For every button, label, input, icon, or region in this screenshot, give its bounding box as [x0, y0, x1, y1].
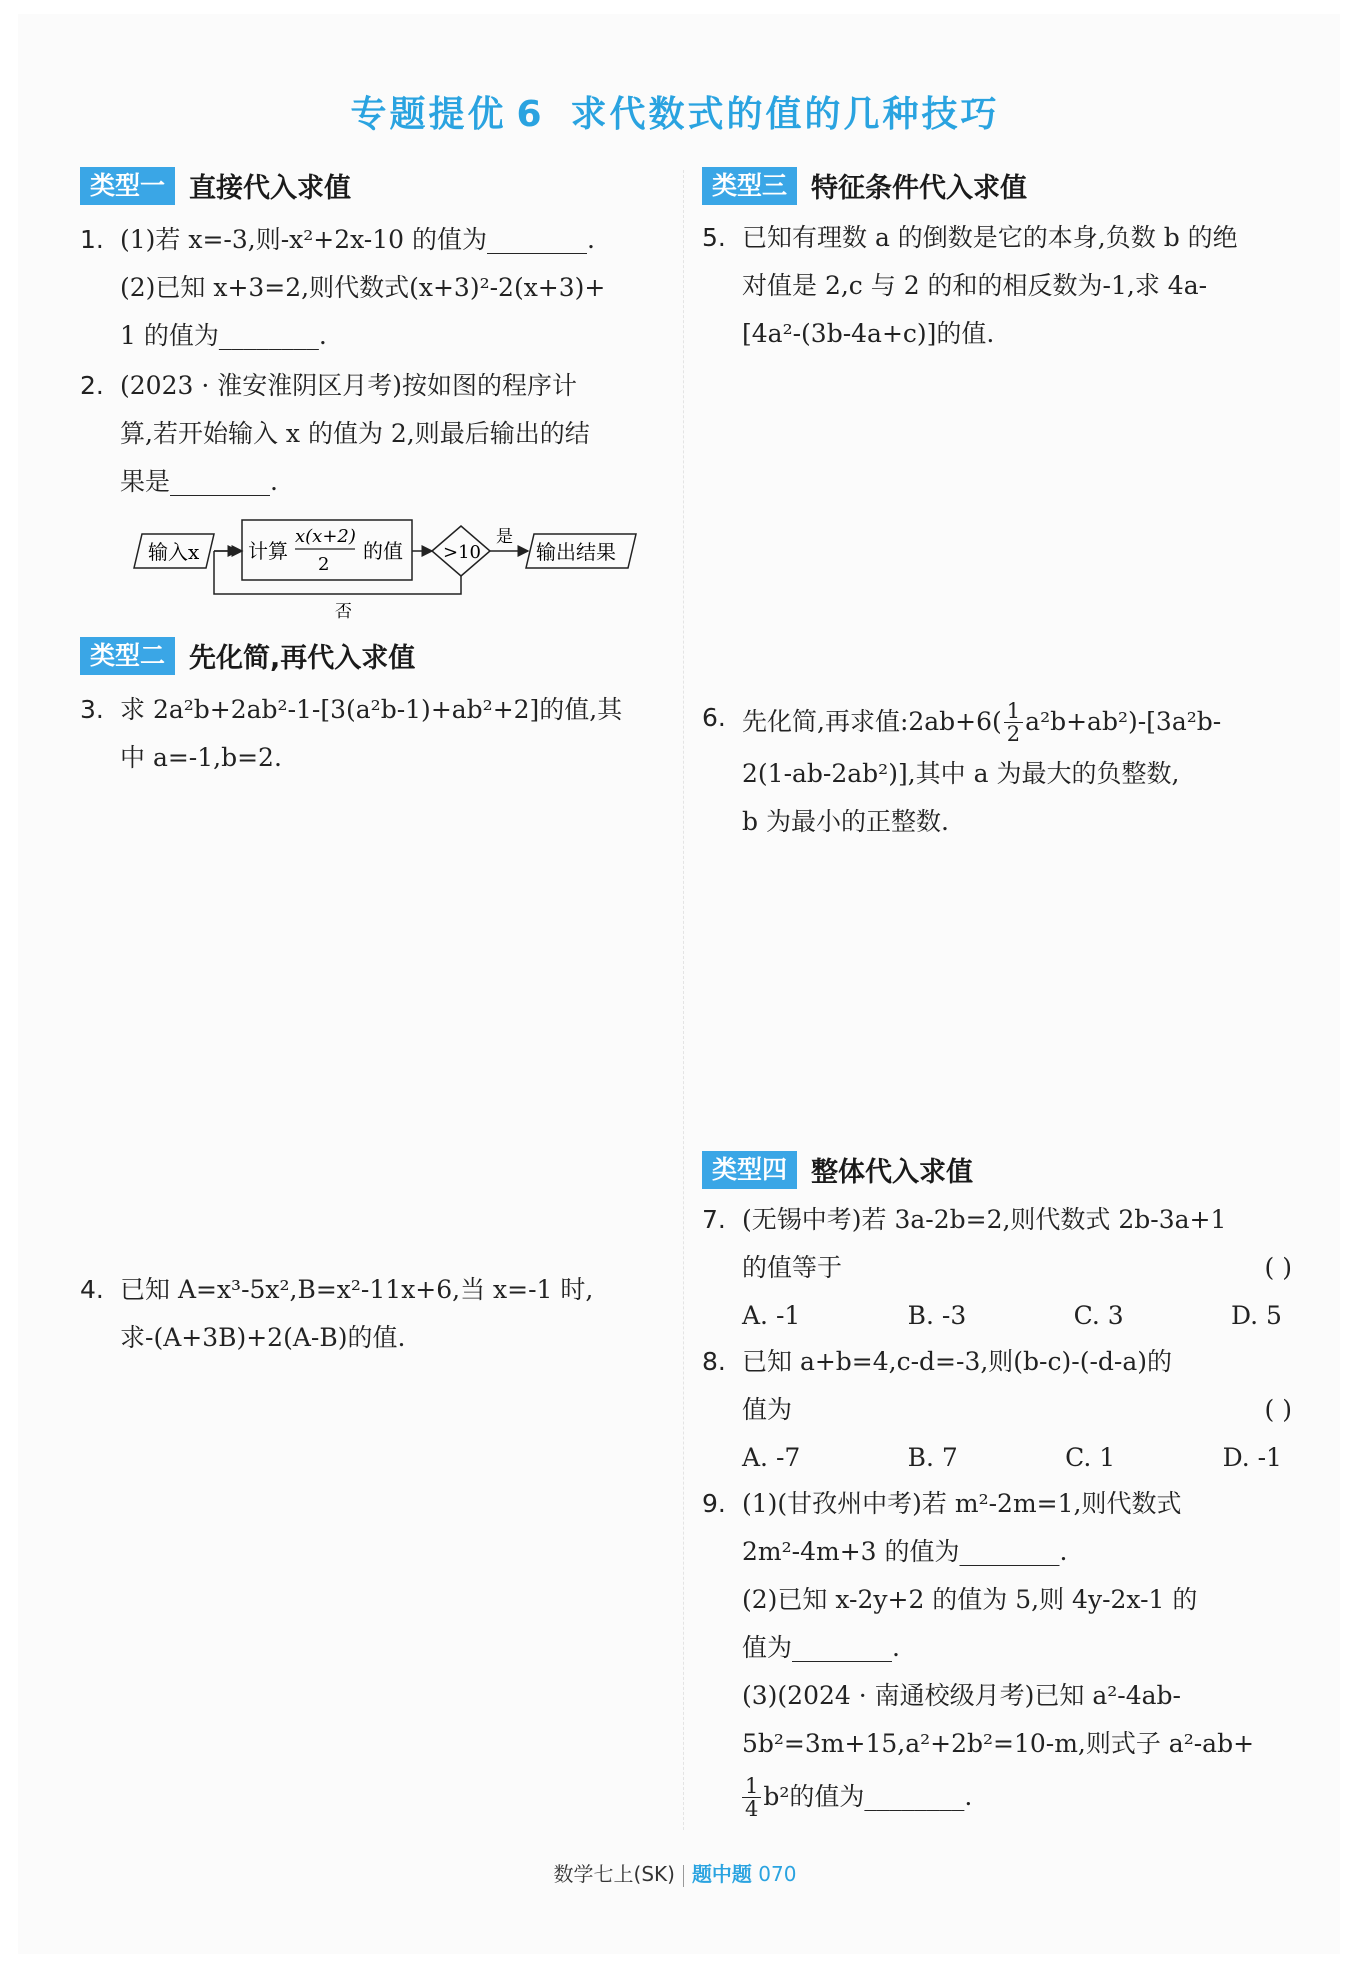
option-c: C. 3 — [1073, 1301, 1124, 1330]
question-number: 3. — [80, 695, 104, 724]
question-number: 9. — [702, 1489, 726, 1518]
question-line: (2)已知 x-2y+2 的值为 5,则 4y-2x-1 的 — [742, 1585, 1198, 1614]
page-footer — [0, 1858, 1350, 1887]
section-type-1 — [80, 166, 351, 205]
question-line: 2m²-4m+3 的值为________. — [742, 1537, 1068, 1566]
title-main: 专题提优 — [350, 94, 507, 135]
option-row — [742, 1434, 1292, 1482]
answer-paren: ( ) — [1264, 1253, 1292, 1282]
question-line: 对值是 2,c 与 2 的和的相反数为-1,求 4a- — [742, 271, 1208, 300]
page-number: 070 — [758, 1862, 797, 1886]
question-line: b²的值为________. — [763, 1782, 973, 1811]
question-line: (2)已知 x+3=2,则代数式(x+3)²-2(x+3)+ — [120, 273, 606, 302]
section-title: 整体代入求值 — [811, 1157, 974, 1188]
yes-label: 是 — [496, 527, 513, 547]
question-line: (1)(甘孜州中考)若 m²-2m=1,则代数式 — [742, 1489, 1182, 1518]
question-line: (无锡中考)若 3a-2b=2,则代数式 2b-3a+1 — [742, 1205, 1227, 1234]
title-number: 6 — [516, 94, 545, 135]
option-row — [742, 1292, 1292, 1340]
question-4 — [80, 1266, 670, 1362]
question-line: [4a²-(3b-4a+c)]的值. — [742, 319, 995, 348]
question-line: 果是________. — [120, 467, 278, 496]
question-8 — [702, 1338, 1292, 1482]
question-line: 算,若开始输入 x 的值为 2,则最后输出的结 — [120, 419, 590, 448]
question-number: 2. — [80, 371, 104, 400]
question-6 — [702, 694, 1302, 846]
compute-suffix: 的值 — [363, 539, 403, 563]
question-line: 值为________. — [742, 1633, 900, 1662]
page-title — [0, 86, 1350, 137]
question-line: 中 a=-1,b=2. — [120, 743, 282, 772]
decision-label: >10 — [443, 542, 481, 563]
option-b: B. 7 — [907, 1443, 958, 1472]
question-line: a²b+ab²)-[3a²b- — [1025, 707, 1222, 736]
question-line: (1)若 x=-3,则-x²+2x-10 的值为________. — [120, 225, 595, 254]
question-line: 1 的值为________. — [120, 321, 327, 350]
option-a: A. -1 — [742, 1301, 801, 1330]
section-title: 先化简,再代入求值 — [189, 643, 416, 674]
question-number: 4. — [80, 1275, 104, 1304]
question-number: 6. — [702, 703, 726, 732]
question-line: 已知 A=x³-5x²,B=x²-11x+6,当 x=-1 时, — [120, 1275, 594, 1304]
fraction-denominator: 2 — [318, 554, 330, 575]
question-number: 5. — [702, 223, 726, 252]
option-a: A. -7 — [742, 1443, 801, 1472]
section-badge: 类型二 — [80, 637, 175, 675]
question-line: b 为最小的正整数. — [742, 807, 949, 836]
fraction-numerator: x(x+2) — [295, 526, 356, 547]
option-d: D. 5 — [1231, 1301, 1282, 1330]
question-line: 已知 a+b=4,c-d=-3,则(b-c)-(-d-a)的 — [742, 1347, 1173, 1376]
question-line: 求 2a²b+2ab²-1-[3(a²b-1)+ab²+2]的值,其 — [120, 695, 623, 724]
question-line: (3)(2024 · 南通校级月考)已知 a²-4ab- — [742, 1681, 1181, 1710]
question-5 — [702, 214, 1292, 358]
question-number: 7. — [702, 1205, 726, 1234]
question-number: 8. — [702, 1347, 726, 1376]
section-badge: 类型一 — [80, 167, 175, 205]
section-badge: 类型四 — [702, 1151, 797, 1189]
column-divider — [683, 170, 684, 1830]
section-title: 直接代入求值 — [189, 173, 352, 204]
no-label: 否 — [335, 602, 352, 622]
question-number: 1. — [80, 225, 104, 254]
option-c: C. 1 — [1065, 1443, 1116, 1472]
answer-paren: ( ) — [1264, 1395, 1292, 1424]
option-b: B. -3 — [907, 1301, 967, 1330]
section-type-3 — [702, 166, 1027, 205]
output-label: 输出结果 — [536, 540, 616, 564]
question-line: 值为 — [742, 1395, 793, 1424]
section-type-4 — [702, 1150, 973, 1189]
question-line: 已知有理数 a 的倒数是它的本身,负数 b 的绝 — [742, 223, 1238, 252]
input-label: 输入x — [148, 540, 200, 564]
question-line: 的值等于 — [742, 1253, 843, 1282]
program-flowchart — [130, 510, 650, 622]
section-type-2 — [80, 636, 415, 675]
question-line: 2(1-ab-2ab²)],其中 a 为最大的负整数, — [742, 759, 1180, 788]
section-title: 特征条件代入求值 — [811, 173, 1028, 204]
question-line: 5b²=3m+15,a²+2b²=10-m,则式子 a²-ab+ — [742, 1729, 1255, 1758]
question-line: 求-(A+3B)+2(A-B)的值. — [120, 1323, 406, 1352]
question-line: (2023 · 淮安淮阴区月考)按如图的程序计 — [120, 371, 577, 400]
title-sub: 求代数式的值的几种技巧 — [570, 94, 1000, 135]
question-9 — [702, 1480, 1302, 1826]
question-3 — [80, 686, 670, 782]
fraction-half: 1 2 — [1004, 700, 1023, 745]
question-1 — [80, 216, 670, 360]
question-line: 先化简,再求值:2ab+6( — [742, 707, 1002, 736]
option-d: D. -1 — [1222, 1443, 1282, 1472]
fraction-quarter: 1 4 — [742, 1775, 761, 1820]
brand-name: 题中题 — [691, 1862, 752, 1886]
book-name: 数学七上(SK) — [553, 1862, 675, 1886]
section-badge: 类型三 — [702, 167, 797, 205]
compute-label: 计算 — [248, 539, 288, 563]
question-7 — [702, 1196, 1292, 1340]
question-2 — [80, 362, 670, 506]
